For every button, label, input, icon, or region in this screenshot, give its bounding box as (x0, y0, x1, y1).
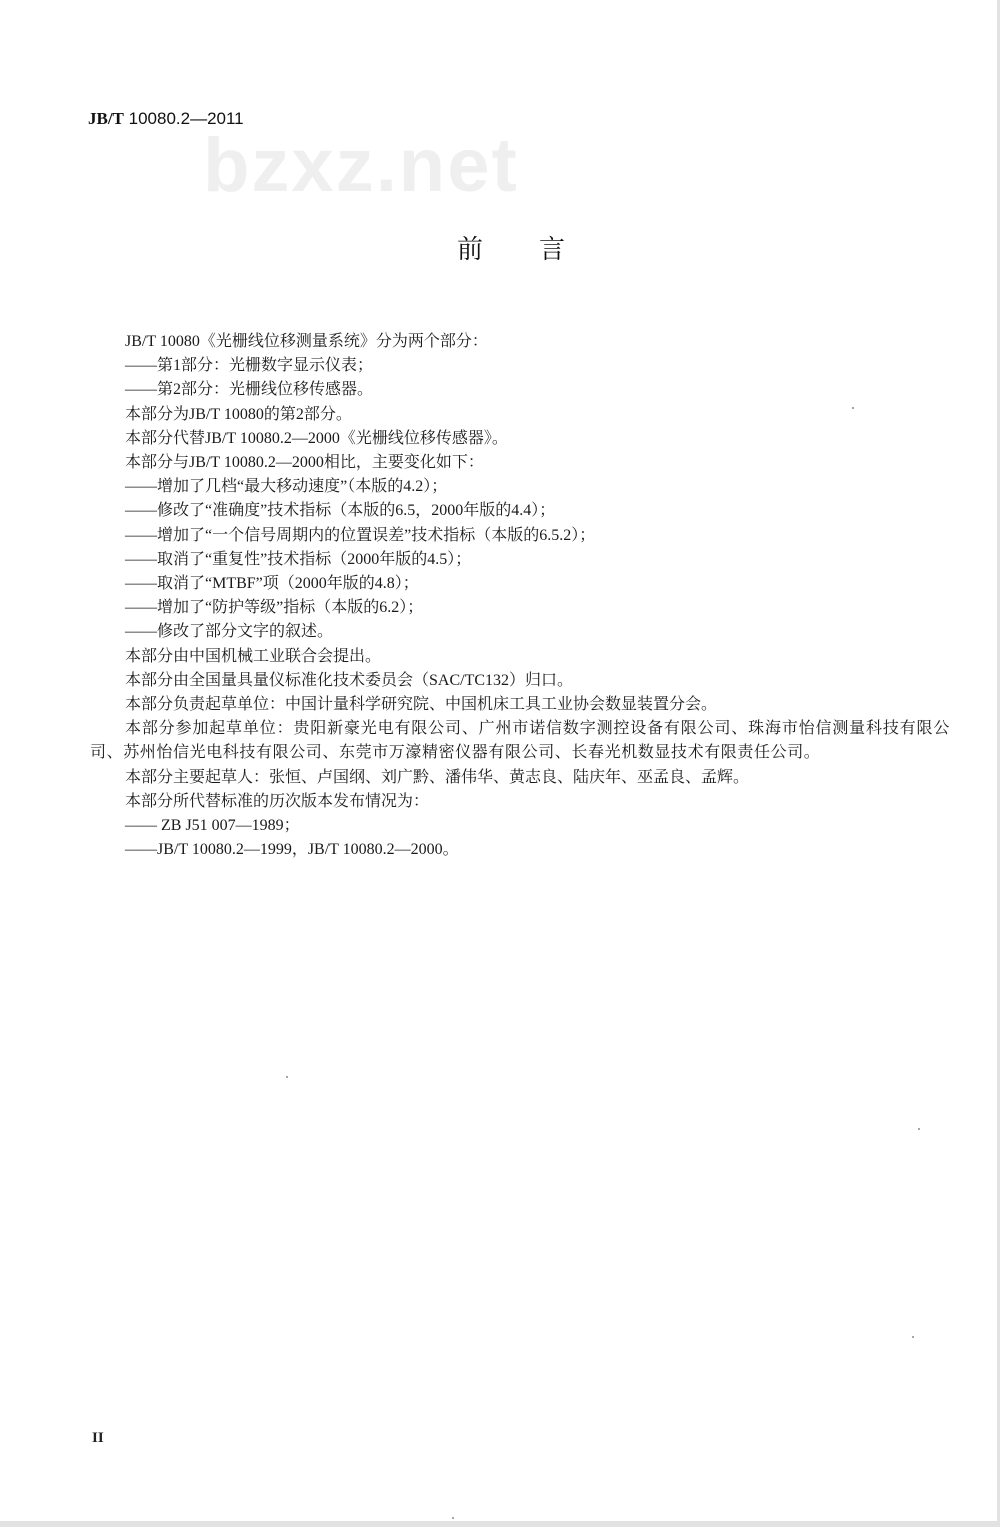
paragraph-main-drafters: 本部分主要起草人：张恒、卢国纲、刘广黔、潘伟华、黄志良、陆庆年、巫孟良、孟辉。 (125, 768, 750, 786)
title-char-2: 言 (539, 235, 566, 265)
list-item-change: ——取消了“MTBF”项（2000年版的4.8）； (125, 575, 419, 593)
list-item-history: ——JB/T 10080.2—1999，JB/T 10080.2—2000。 (125, 841, 459, 859)
list-item-change: ——修改了“准确度”技术指标（本版的6.5，2000年版的4.4）； (125, 502, 556, 520)
list-item-part-1: ——第1部分：光栅数字显示仪表； (125, 357, 374, 375)
list-item-part-2: ——第2部分：光栅线位移传感器。 (125, 381, 374, 399)
paragraph-participating-drafters: 本部分参加起草单位：贵阳新豪光电有限公司、广州市诺信数字测控设备有限公司、珠海市怡信测量科技有限公司、苏州怡信光电科技有限公司、东莞市万濠精密仪器有限公司、长春光机数显技术有限责任公司。 (90, 720, 950, 762)
scan-speck (912, 1336, 914, 1338)
scan-speck (452, 1517, 454, 1519)
scan-speck (918, 1128, 920, 1130)
page-title (457, 229, 565, 266)
paragraph-replaces: 本部分代替JB/T 10080.2—2000《光栅线位移传感器》。 (125, 429, 508, 447)
list-item-change: ——取消了“重复性”技术指标（2000年版的4.5）； (125, 550, 472, 568)
paragraph-proposed-by: 本部分由中国机械工业联合会提出。 (125, 647, 382, 665)
paragraph-changes-intro: 本部分与JB/T 10080.2—2000相比，主要变化如下： (125, 454, 484, 472)
paragraph-history-intro: 本部分所代替标准的历次版本发布情况为： (125, 792, 430, 810)
standard-number: 10080.2—2011 (123, 109, 244, 128)
list-item-change: ——增加了“一个信号周期内的位置误差”技术指标（本版的6.5.2）； (125, 526, 596, 544)
title-char-1: 前 (457, 235, 484, 265)
scan-speck (852, 407, 854, 409)
watermark: bzxz.net (203, 123, 519, 208)
list-item-change: ——增加了“防护等级”指标（本版的6.2）； (125, 599, 424, 617)
foreword-body (90, 330, 950, 862)
list-item-change: ——修改了部分文字的叙述。 (125, 623, 334, 641)
paragraph-parts-intro: JB/T 10080《光栅线位移测量系统》分为两个部分： (125, 333, 488, 350)
standard-prefix: JB/T (88, 109, 124, 128)
scan-speck (286, 1076, 288, 1078)
page-number: II (92, 1430, 104, 1446)
paragraph-lead-drafters: 本部分负责起草单位：中国计量科学研究院、中国机床工具工业协会数显装置分会。 (125, 696, 718, 714)
paragraph-centralized-by: 本部分由全国量具量仪标准化技术委员会（SAC/TC132）归口。 (125, 671, 574, 689)
list-item-history: —— ZB J51 007—1989； (125, 817, 300, 835)
list-item-change: ——增加了几档“最大移动速度”（本版的4.2）； (125, 478, 448, 496)
paragraph-this-part: 本部分为JB/T 10080的第2部分。 (125, 405, 352, 423)
